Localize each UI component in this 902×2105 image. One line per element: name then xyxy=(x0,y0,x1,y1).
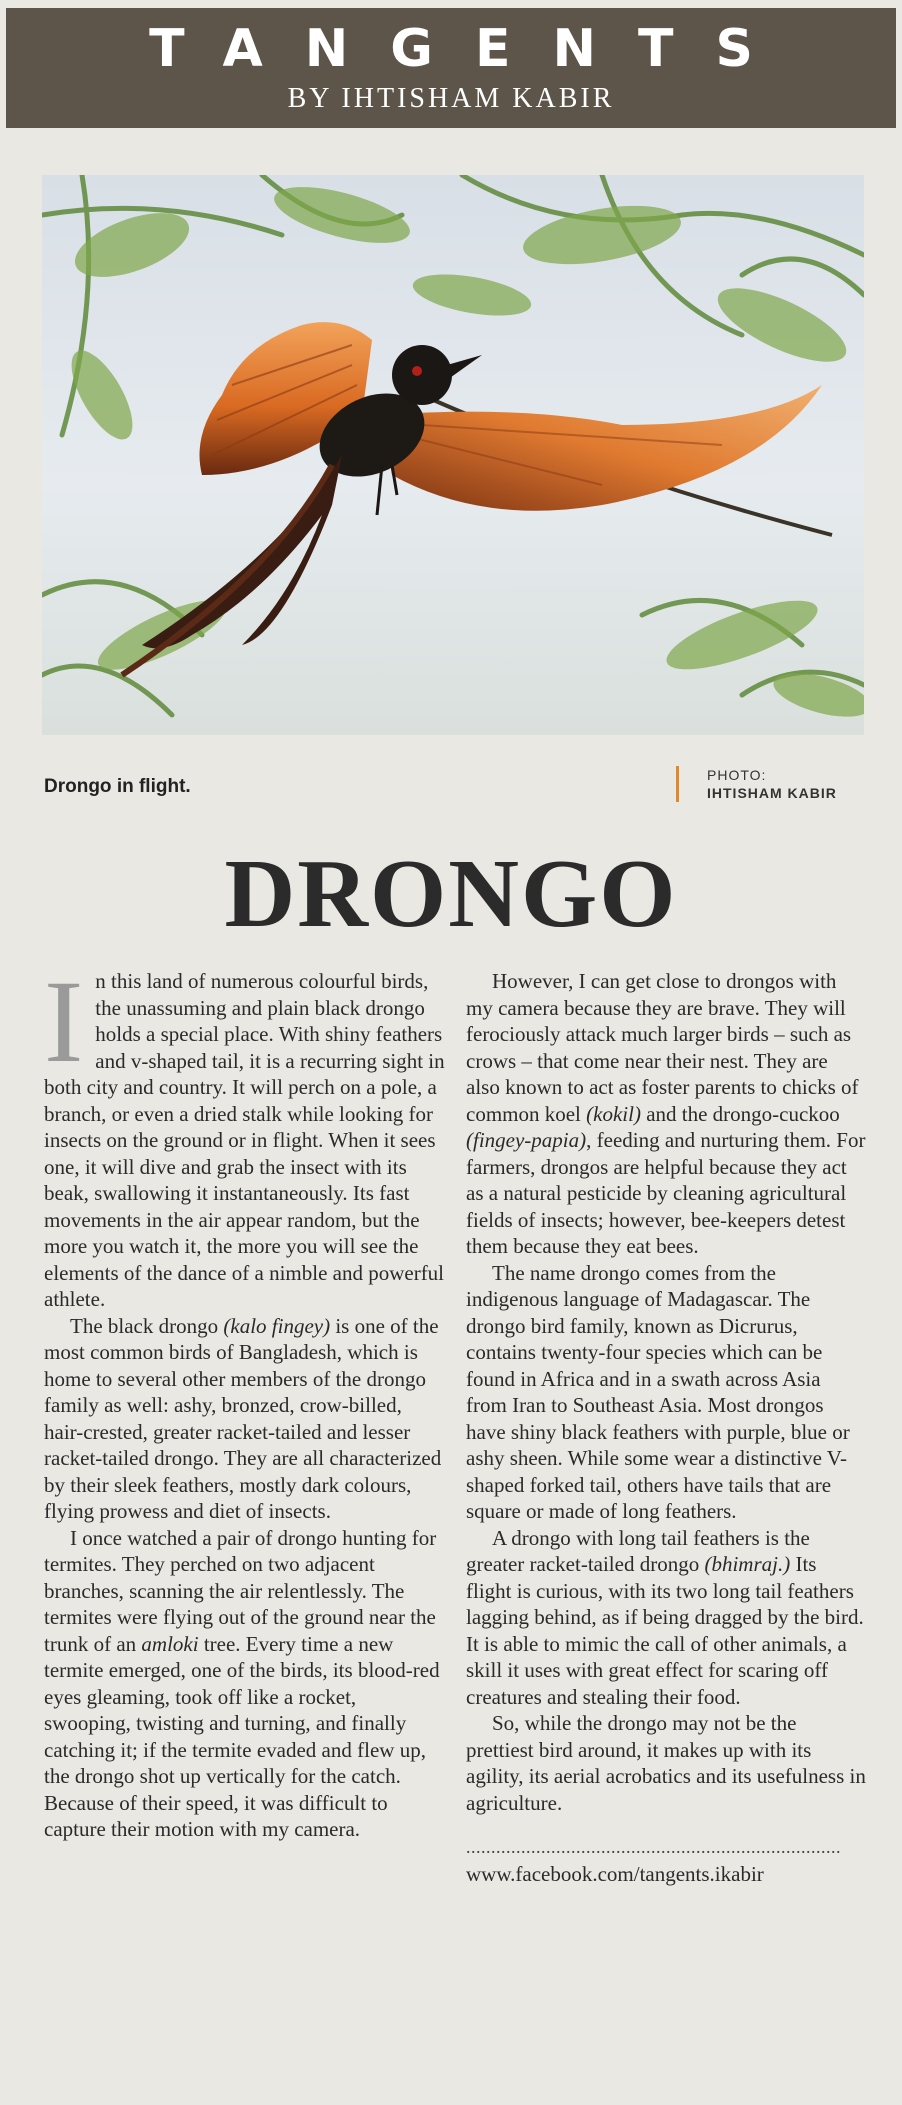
column-title: TANGENTS xyxy=(149,19,795,79)
drongo-photo xyxy=(42,175,864,735)
paragraph-italic: amloki xyxy=(141,1631,199,1656)
article-paragraph xyxy=(466,1525,866,1711)
photo-caption: Drongo in flight. xyxy=(44,776,191,797)
photo-credit-name: IHTISHAM KABIR xyxy=(707,785,837,801)
article-paragraph xyxy=(44,1313,446,1525)
article-paragraph xyxy=(466,968,866,1260)
drongo-photo-illustration xyxy=(42,175,864,735)
paragraph-italic: (bhimraj.) xyxy=(704,1552,791,1576)
drop-cap: I xyxy=(44,956,84,1087)
article-paragraph xyxy=(44,1525,446,1843)
article-paragraph: The name drongo comes from the indigenous language of Madagascar. The drongo bird family, known as Dicrurus, contains twenty-four species which can be found in Africa and in a swath across Asia from Iran to Southeast Asia. Most drongos have shiny black feathers with purple, blue or ashy sheen. While some wear a distinctive V-shaped forked tail, others have tails that are square or made of long feathers. xyxy=(466,1260,850,1523)
paragraph-text: tree. Every time a new termite emerged, one of the birds, its blood-red eyes gleaming, took off like a rocket, swooping, twisting and turning, and finally catching it; if the termite evaded and flew up, the drongo shot up vertically for the catch. Because of their speed, it was difficult to capture their motion with my camera. xyxy=(44,1631,440,1841)
paragraph-text: I once watched a pair of drongo hunting for termites. They perched on two adjacent branches, scanning the air relentlessly. The termites were flying out of the ground near the trunk of an xyxy=(44,1525,437,1656)
paragraph-italic: (fingey-papia) xyxy=(466,1128,587,1152)
paragraph-text: is one of the most common birds of Bangladesh, which is home to several other members of the drongo family as well: ashy, bronzed, crow-billed, hair-crested, greater racket-tailed and lesser racket-tailed drongo. They are all characterized by their sleek feathers, mostly dark colours, flying prowess and diet of insects. xyxy=(44,1313,442,1523)
paragraph-text: , feeding and nurturing them. For farmers, drongos are helpful because they act as a natural pesticide by cleaning agricultural fields of insects; however, bee-keepers detest them because they eat bees. xyxy=(466,1128,866,1258)
photo-credit xyxy=(676,766,837,802)
paragraph-text: However, I can get close to drongos with my camera because they are brave. They will ferociously attack much larger birds – such as crows – that come near their nest. They are also known to act as foster parents to chicks of common koel xyxy=(466,969,859,1126)
article-divider: ........................................................................... xyxy=(466,1837,841,1857)
article-column-right xyxy=(466,968,866,1887)
article-paragraph: So, while the drongo may not be the prettiest bird around, it makes up with its agility, its aerial acrobatics and its usefulness in agriculture. xyxy=(466,1711,866,1815)
paragraph-text: n this land of numerous colourful birds, the unassuming and plain black drongo holds a special place. With shiny feathers and v-shaped tail, it is a recurring sight in both city and country. It will perch on a pole, a branch, or even a dried stalk while looking for insects on the ground or in flight. When it sees one, it will dive and grab the insect with its beak, swallowing it instantaneously. Its fast movements in the air appear random, but the more you watch it, the more you will see the elements of the dance of a nimble and powerful athlete. xyxy=(44,969,445,1311)
paragraph-italic: (kalo fingey) xyxy=(223,1313,331,1338)
paragraph-text: A drongo with long tail feathers is the greater racket-tailed drongo xyxy=(466,1525,810,1576)
article-paragraph xyxy=(44,956,446,1313)
paragraph-text: Its flight is curious, with its two long tail feathers lagging behind, as if being dragged by the bird. It is able to mimic the call of other animals, a skill it uses with great effect for scaring off creatures and stealing their food. xyxy=(466,1552,864,1709)
paragraph-text: The black drongo xyxy=(70,1313,224,1338)
paragraph-text: and the drongo-cuckoo xyxy=(640,1101,840,1126)
facebook-link[interactable]: www.facebook.com/tangents.ikabir xyxy=(466,1861,764,1886)
paragraph-italic: (kokil) xyxy=(586,1101,641,1126)
article-column-left xyxy=(44,956,446,1843)
article-headline: DRONGO xyxy=(224,840,678,948)
photo-credit-label: PHOTO: xyxy=(707,767,767,783)
column-byline: BY IHTISHAM KABIR xyxy=(287,83,615,114)
column-header xyxy=(6,8,896,128)
